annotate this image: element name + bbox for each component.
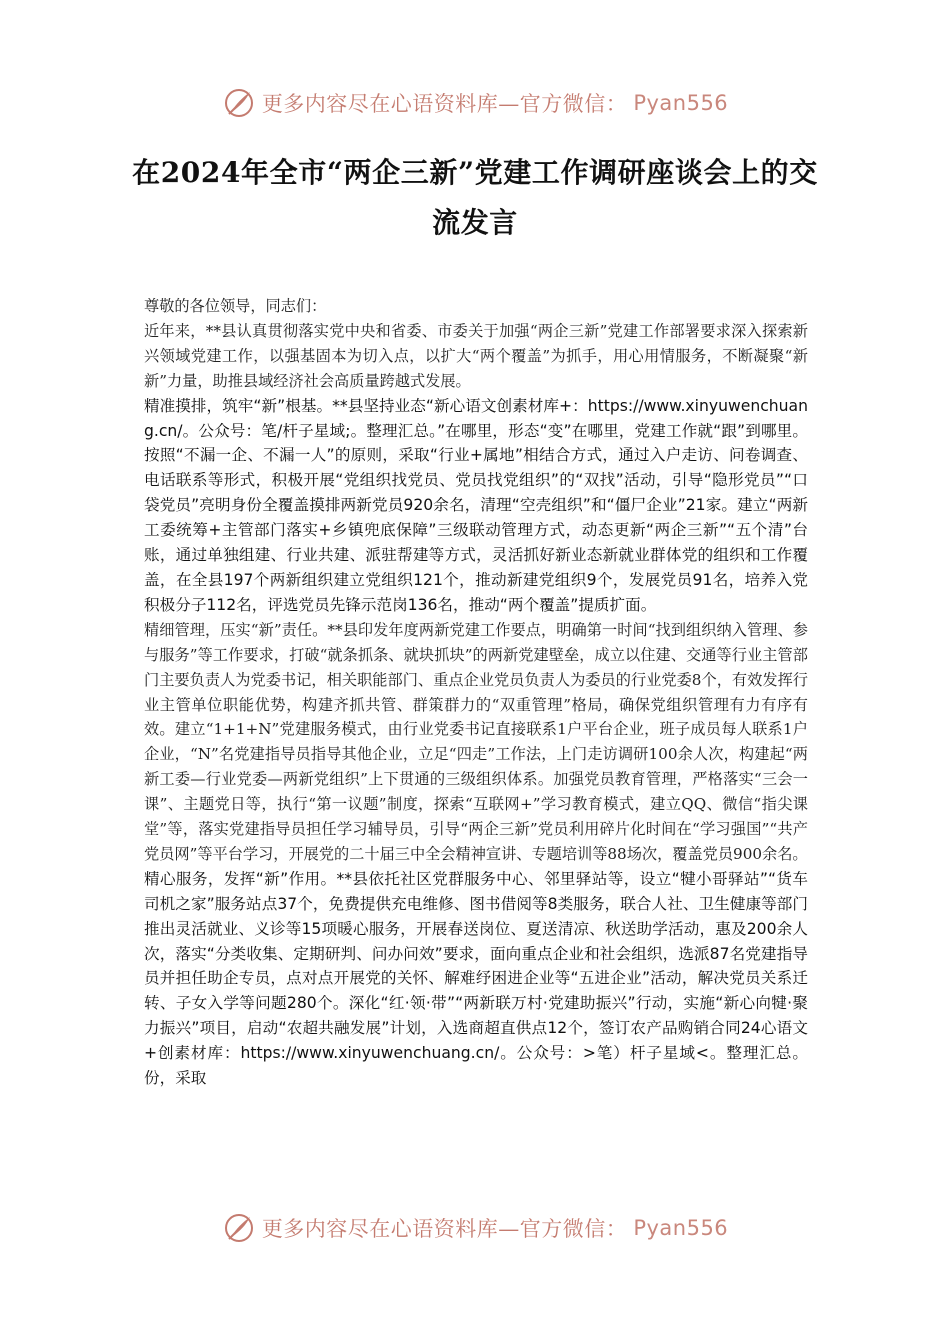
- watermark-id: Pyan556: [633, 1216, 729, 1240]
- watermark-id: Pyan556: [633, 91, 729, 115]
- feather-pen-icon: [222, 86, 256, 120]
- watermark-header: [0, 86, 950, 120]
- section-careful-service: 精心服务，发挥“新”作用。**县依托社区党群服务中心、邻里驿站等，设立“犍小哥驿站”“货车司机之家”服务站点37个，免费提供充电维修、图书借阅等8类服务，联合人社、卫生健康等部门推出灵活就业、义诊等15项暖心服务，开展春送岗位、夏送清凉、秋送助学活动，惠及200余人次，落实“分类收集、定期研判、问办问效”要求，面向重点企业和社会组织，选派87名党建指导员并担任助企专员，点对点开展党的关怀、解难纾困进企业等“五进企业”活动，解决党员关系迁转、子女入学等问题280个。深化“红·领·带”“两新联万村·党建助振兴”行动，实施“新心向犍·聚力振兴”项目，启动“农超共融发展”计划，入选商超直供点12个，签订农产品购销合同24心语文+创素材库：https://www.xinyuwenchuang.cn/。公众号：>笔）杆子星域<。整理汇总。份，采取: [144, 869, 809, 1088]
- section-fine-management: 精细管理，压实“新”责任。**县印发年度两新党建工作要点，明确第一时间“找到组织纳入管理、参与服务”等工作要求，打破“就条抓条、就块抓块”的两新党建壁垒，成立以住建、交通等行业主管部门主要负责人为党委书记，相关职能部门、重点企业党员负责人为委员的行业党委8个，有效发挥行业主管单位职能优势，构建齐抓共管、群策群力的“双重管理”格局，确保党组织管理有力有序有效。建立“1+1+N”党建服务模式，由行业党委书记直接联系1户平台企业，班子成员每人联系1户企业，“N”名党建指导员指导其他企业，立足“四走”工作法，上门走访调研100余人次，构建起“两新工委—行业党委—两新党组织”上下贯通的三级组织体系。加强党员教育管理，严格落实“三会一课”、主题党日等，执行“第一议题”制度，探索“互联网+”学习教育模式，建立QQ、微信“指尖课堂”等，落实党建指导员担任学习辅导员，引导“两企三新”党员利用碎片化时间在“学习强国”“共产党员网”等平台学习，开展党的二十届三中全会精神宣讲、专题培训等88场次，覆盖党员900余名。: [144, 620, 808, 863]
- document-title: 在2024年全市“两企三新”党建工作调研座谈会上的交流发言: [132, 156, 818, 239]
- intro-paragraph: 近年来，**县认真贯彻落实党中央和省委、市委关于加强“两企三新”党建工作部署要求深入探索新兴领域党建工作，以强基固本为切入点，以扩大“两个覆盖”为抓手，用心用情服务，不断凝聚“新新”力量，助推县域经济社会高质量跨越式发展。: [144, 321, 808, 390]
- watermark-footer: [0, 1211, 950, 1245]
- watermark-text: 更多内容尽在心语资料库—官方微信：: [261, 1217, 628, 1241]
- watermark-text: 更多内容尽在心语资料库—官方微信：: [261, 92, 628, 116]
- feather-pen-icon: [222, 1211, 256, 1245]
- salutation: 尊敬的各位领导，同志们：: [144, 297, 327, 315]
- document-body: [144, 294, 808, 1091]
- section-precise-survey: 精准摸排，筑牢“新”根基。**县坚持业态“新心语文创素材库+：https://www.xinyuwenchuang.cn/。公众号：笔/杆子星域;。整理汇总。”在哪里，形态“变”在哪里，党建工作就“跟”到哪里。按照“不漏一企、不漏一人”的原则，采取“行业+属地”相结合方式，通过入户走访、问卷调查、电话联系等形式，积极开展“党组织找党员、党员找党组织”的“双找”活动，引导“隐形党员”“口袋党员”亮明身份全覆盖摸排两新党员920余名，清理“空壳组织”和“僵尸企业”21家。建立“两新工委统筹+主管部门落实+乡镇兜底保障”三级联动管理方式，动态更新“两企三新”“五个清”台账，通过单独组建、行业共建、派驻帮建等方式，灵活抓好新业态新就业群体党的组织和工作覆盖，在全县197个两新组织建立党组织121个，推动新建党组织9个，发展党员91名，培养入党积极分子112名，评选党员先锋示范岗136名，推动“两个覆盖”提质扩面。: [144, 396, 808, 614]
